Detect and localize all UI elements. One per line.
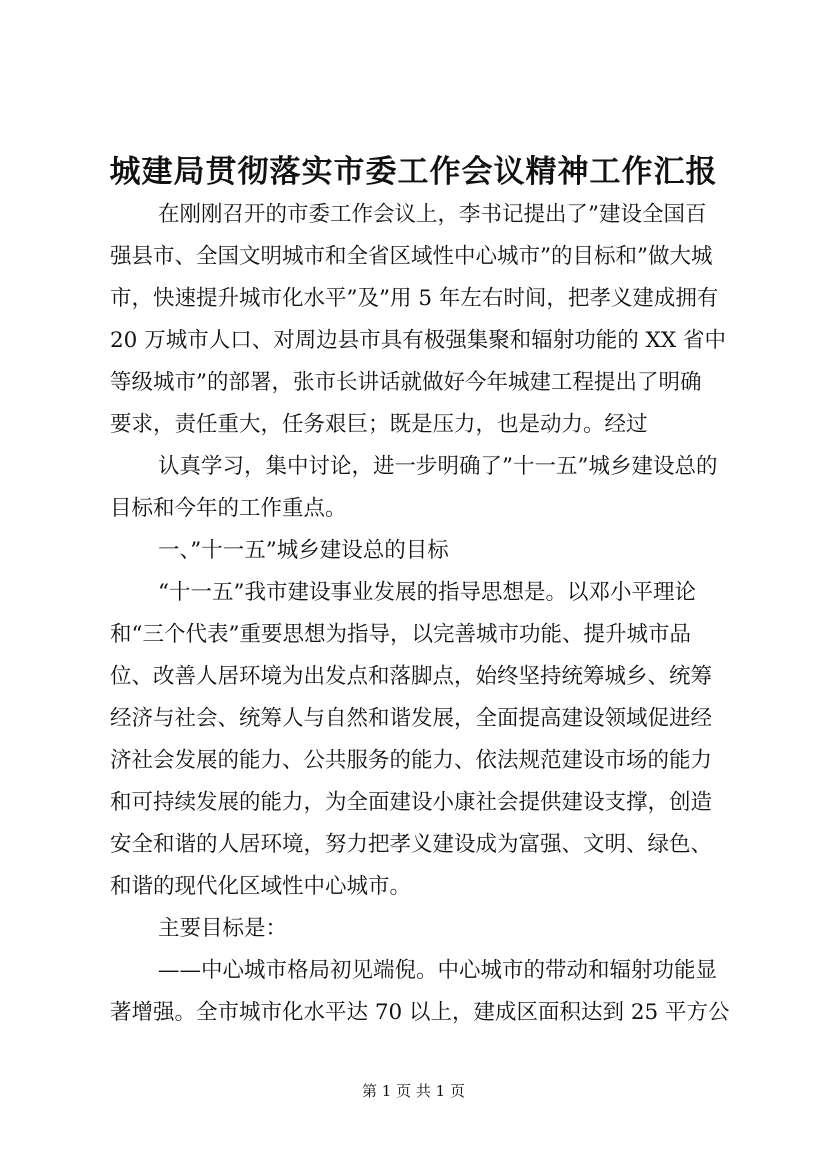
body-line: 和“三个代表”重要思想为指导，以完善城市功能、提升城市品 — [110, 622, 691, 647]
body-line: 安全和谐的人居环境，努力把孝义建设成为富强、文明、绿色、 — [110, 832, 713, 857]
body-line: 20 万城市人口、对周边县市具有极强集聚和辐射功能的 XX 省中 — [110, 328, 726, 353]
page-footer: 第 1 页 共 1 页 — [362, 1082, 465, 1100]
body-line: 位、改善人居环境为出发点和落脚点，始终坚持统筹城乡、统筹 — [110, 664, 713, 689]
body-line: 著增强。全市城市化水平达 70 以上，建成区面积达到 25 平方公 — [110, 1000, 730, 1025]
document-title: 城建局贯彻落实市委工作会议精神工作汇报 — [109, 154, 718, 190]
body-line: 市，快速提升城市化水平”及”用 5 年左右时间，把孝义建成拥有 — [110, 286, 719, 311]
body-line: 强县市、全国文明城市和全省区域性中心城市”的目标和”做大城 — [110, 244, 713, 269]
section-heading: 一、”十一五”城乡建设总的目标 — [158, 538, 449, 563]
body-line: 目标和今年的工作重点。 — [110, 496, 347, 521]
body-line: 经济与社会、统筹人与自然和谐发展，全面提高建设领域促进经 — [110, 706, 713, 731]
body-line: ——中心城市格局初见端倪。中心城市的带动和辐射功能显 — [158, 958, 718, 983]
body-line: 主要目标是： — [158, 916, 288, 941]
body-line: 和谐的现代化区域性中心城市。 — [110, 874, 412, 899]
body-line: 认真学习，集中讨论，进一步明确了”十一五”城乡建设总的 — [158, 454, 718, 479]
body-line: 在刚刚召开的市委工作会议上，李书记提出了”建设全国百 — [158, 202, 707, 227]
body-line: 等级城市”的部署，张市长讲话就做好今年城建工程提出了明确 — [110, 370, 702, 395]
body-line: 济社会发展的能力、公共服务的能力、依法规范建设市场的能力 — [110, 748, 713, 773]
body-line: “十一五”我市建设事业发展的指导思想是。以邓小平理论 — [158, 580, 696, 605]
body-line: 和可持续发展的能力，为全面建设小康社会提供建设支撑，创造 — [110, 790, 713, 815]
body-line: 要求，责任重大，任务艰巨；既是压力，也是动力。经过 — [110, 412, 648, 437]
